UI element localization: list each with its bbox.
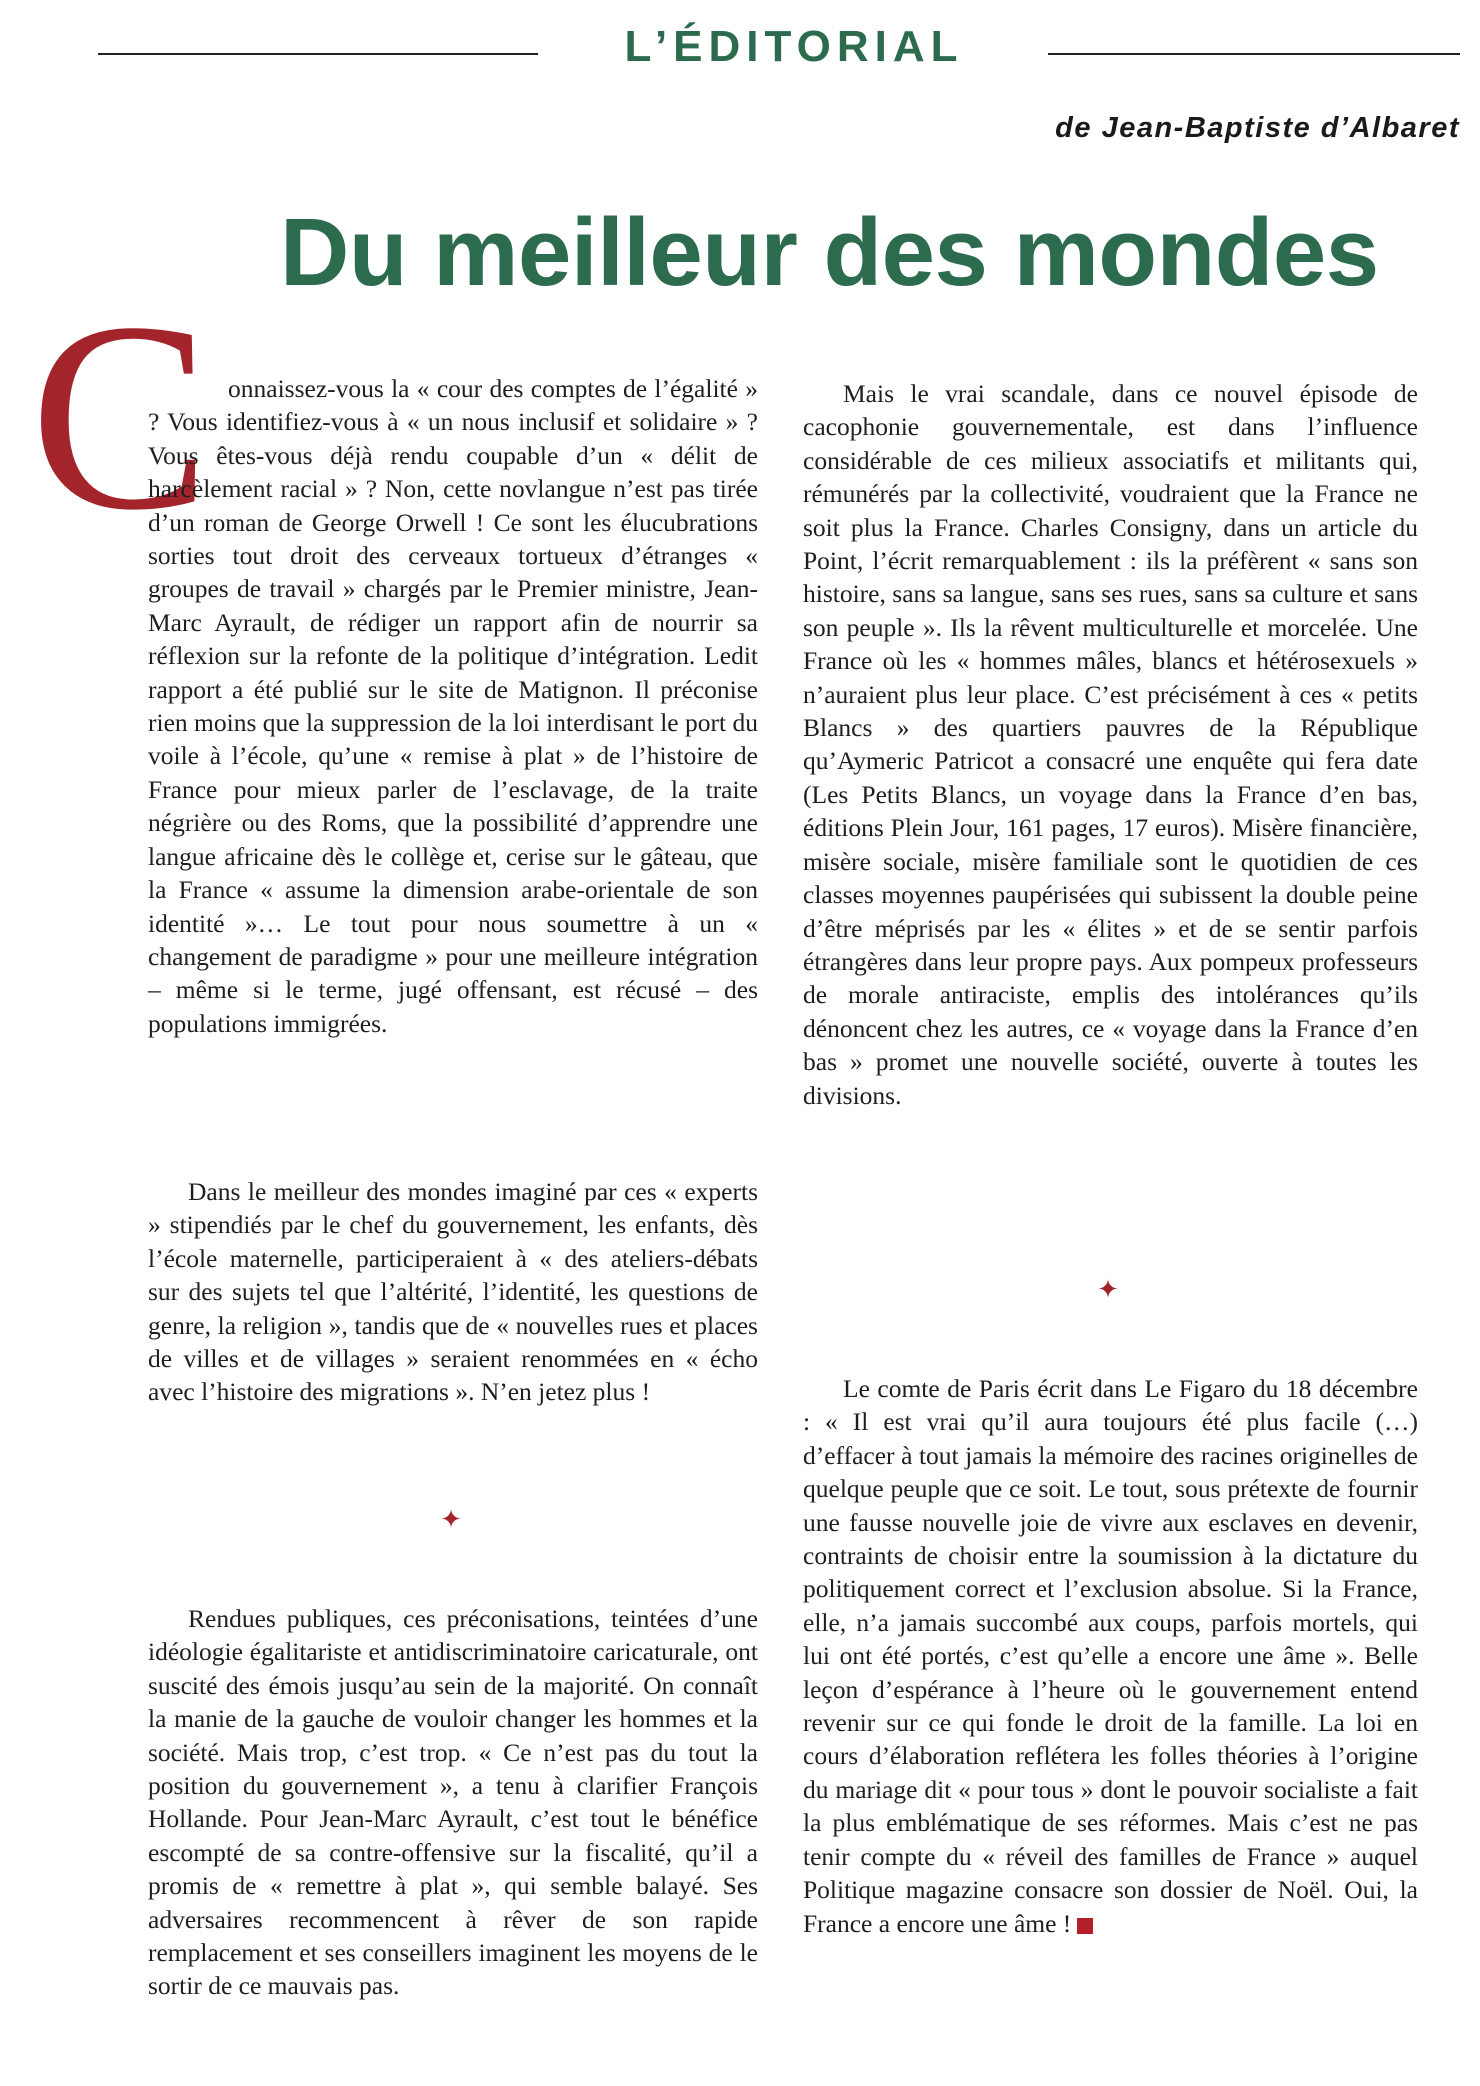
separator-icon: ✦: [440, 1505, 462, 1534]
right-column-p2: [803, 1372, 1418, 1940]
left-column-p2: [148, 1175, 758, 1409]
left-paragraph-2: Dans le meilleur des mondes imaginé par ces « experts » stipendiés par le chef du gouvernement, les enfants, dès l’école maternelle, participeraient à « des ateliers-débats sur des sujets tel que l’altérité, l’identité, les questions de genre, la religion », tandis que de « nouvelles rues et places de villes et de villages » seraient renommées en « écho avec l’histoire des migrations ». N’en jetez plus !: [148, 1177, 758, 1407]
left-column-p3: [148, 1602, 758, 2003]
separator-icon: ✦: [1097, 1275, 1119, 1304]
byline: de Jean-Baptiste d’Albaret: [1055, 112, 1460, 144]
right-paragraph-1: Mais le vrai scandale, dans ce nouvel épisode de cacophonie gouvernementale, est dans l’influence considérable de ces milieux associatifs et militants qui, rémunérés par la collectivité, voudraient que la France ne soit plus la France. Charles Consigny, dans un article du Point, l’écrit remarquablement : ils la préfèrent « sans son histoire, sans sa langue, sans ses rues, sans sa culture et sans son peuple ». Ils la rêvent multiculturelle et morcelée. Une France où les « hommes mâles, blancs et hétérosexuels » n’auraient plus leur place. C’est précisément à ces « petits Blancs » des quartiers pauvres de la République qu’Aymeric Patricot a consacré une enquête qui fera date (Les Petits Blancs, un voyage dans la France d’en bas, éditions Plein Jour, 161 pages, 17 euros). Misère financière, misère sociale, misère familiale sont le quotidien de ces classes moyennes paupérisées qui subissent la double peine d’être méprisés par les « élites » et de se sentir parfois étrangères dans leur propre pays. Aux pompeux professeurs de morale antiraciste, emplis des intolérances qu’ils dénoncent chez les autres, ce « voyage dans la France d’en bas » promet une nouvelle société, ouverte à toutes les divisions.: [803, 379, 1418, 1110]
left-paragraph-3: Rendues publiques, ces préconisations, teintées d’une idéologie égalitariste et antidiscriminatoire caricaturale, ont suscité des émois jusqu’au sein de la majorité. On connaît la manie de la gauche de vouloir changer les hommes et la société. Mais trop, c’est trop. « Ce n’est pas du tout la position du gouvernement », a tenu à clarifier François Hollande. Pour Jean-Marc Ayrault, c’est tout le bénéfice escompté de sa contre-offensive sur la fiscalité, qu’il a promis de « remettre à plat », qui semble balayé. Ses adversaires recommencent à rêver de son rapide remplacement et ses conseillers imaginent les moyens de le sortir de ce mauvais pas.: [148, 1604, 758, 2001]
right-paragraph-2-text: Le comte de Paris écrit dans Le Figaro du 18 décembre : « Il est vrai qu’il aura toujours été plus facile (…) d’effacer à tout jamais la mémoire des racines originelles de quelque peuple que ce soit. Le tout, sous prétexte de fournir une fausse nouvelle joie de vivre aux esclaves en devenir, contraints de choisir entre la soumission à la dictature du politiquement correct et l’exclusion absolue. Si la France, elle, n’a jamais succombé aux coups, parfois mortels, qui lui ont été portés, c’est qu’elle a encore une âme ». Belle leçon d’espérance à l’heure où le gouvernement entend revenir sur ce qui fonde le droit de la famille. La loi en cours d’élaboration reflétera les folles théories à l’origine du mariage dit « pour tous » dont le pouvoir socialiste a fait la plus emblématique de ses réformes. Mais c’est ne pas tenir compte du « réveil des familles de France » auquel Politique magazine consacre son dossier de Noël. Oui, la France a encore une âme !: [803, 1374, 1418, 1938]
drop-cap: C: [30, 267, 211, 566]
right-paragraph-2: [803, 1372, 1418, 1940]
right-column-p1: [803, 377, 1418, 1112]
end-mark-icon: [1077, 1918, 1093, 1934]
header-rule-right: [1048, 53, 1460, 55]
section-label: L’ÉDITORIAL: [624, 22, 964, 71]
lead-text: onnaissez-vous la « cour des comptes de l’égalité » ? Vous identifiez-vous à « un nous inclusif et solidaire » ? Vous êtes-vous déjà rendu coupable d’un « délit de harcèlement racial » ? Non, cette novlangue n’est pas tirée d’un roman de George Orwell ! Ce sont les élucubrations sorties tout droit des cerveaux tortueux d’étranges « groupes de travail » chargés par le Premier ministre, Jean-Marc Ayrault, de rédiger un rapport afin de nourrir sa réflexion sur la refonte de la politique d’intégration. Ledit rapport a été publié sur le site de Matignon. Il préconise rien moins que la suppression de la loi interdisant le port du voile à l’école, qu’une « remise à plat » de l’histoire de France pour mieux parler de l’esclavage, de la traite négrière ou des Roms, que la possibilité d’apprendre une langue africaine dès le collège et, cerise sur le gâteau, que la France « assume la dimension arabe-orientale de son identité »… Le tout pour nous soumettre à un « changement de paradigme » pour une meilleure intégration – même si le terme, jugé offensant, est récusé – des populations immigrées.: [148, 374, 758, 1038]
header-rule-left: [98, 53, 538, 55]
article-title: Du meilleur des mondes: [280, 199, 1379, 306]
left-paragraph-1: [148, 372, 758, 1040]
left-column: [148, 372, 758, 1040]
